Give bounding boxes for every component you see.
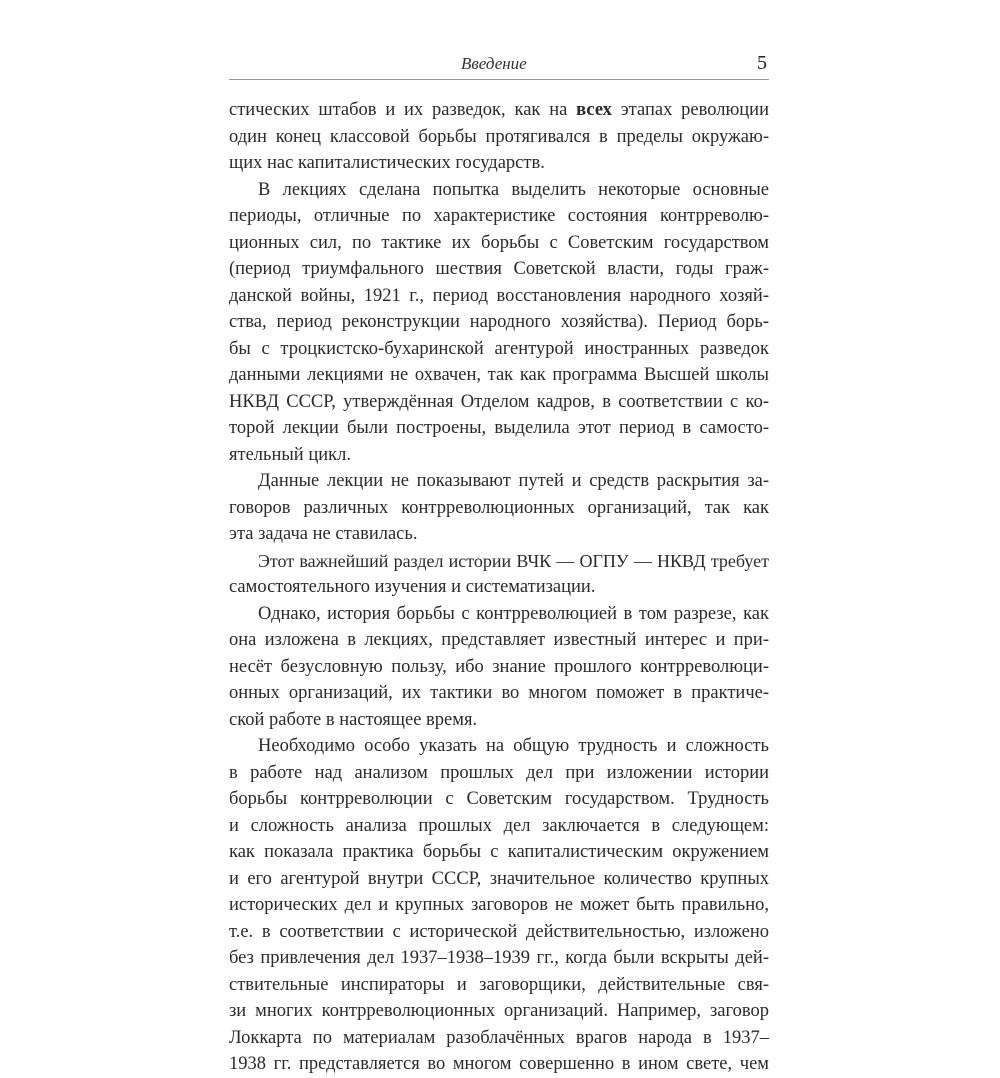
text-line: торой лекции были построены, выделила этот период в самосто- bbox=[229, 418, 769, 438]
text-line: ствительные инспираторы и заговорщики, действительные свя- bbox=[229, 974, 769, 995]
text-line: онных организаций, их тактики во многом поможет в практиче- bbox=[229, 683, 769, 703]
text-line: данными лекциями не охвачен, так как программа Высшей школы bbox=[229, 365, 769, 385]
text-line: ской работе в настоящее время. bbox=[229, 709, 478, 730]
text-line: как показала практика борьбы с капиталистическим окружением bbox=[229, 842, 769, 862]
text-line: т.е. в соответствии с исторической действительностью, изложено bbox=[229, 921, 769, 942]
text-line: зи многих контрреволюционных организаций. Например, заговор bbox=[229, 1001, 769, 1021]
text-line: один конец классовой борьбы протягивался в пределы окружаю- bbox=[229, 126, 769, 147]
text-line: Однако, история борьбы с контрреволюцией в том разрезе, как bbox=[258, 603, 769, 624]
text-line: щих нас капиталистических государств. bbox=[229, 153, 545, 173]
header-rule bbox=[229, 79, 769, 80]
emphasized-word: всех bbox=[576, 100, 612, 120]
text-line: данской войны, 1921 г., период восстановления народного хозяй- bbox=[229, 285, 769, 306]
text-line: в работе над анализом прошлых дел при изложении истории bbox=[229, 762, 769, 783]
page-number: 5 bbox=[757, 52, 767, 74]
text-line: периоды, отличные по характеристике состояния контрреволю- bbox=[229, 206, 769, 226]
text-line: и сложность анализа прошлых дел заключается в следующем: bbox=[229, 815, 769, 836]
text-line: стических штабов и их разведок, как на всех этапах революции bbox=[229, 100, 769, 120]
text-line: 1938 гг. представляется во многом совершенно в ином свете, чем bbox=[229, 1054, 769, 1074]
text-line: борьбы контрреволюции с Советским государством. Трудность bbox=[229, 789, 769, 809]
text-line: она изложена в лекциях, представляет известный интерес и при- bbox=[229, 630, 769, 650]
text-line: говоров различных контрреволюционных организаций, так как bbox=[229, 497, 769, 518]
text-line: Локкарта по материалам разоблачённых врагов народа в 1937– bbox=[229, 1027, 769, 1048]
text-line: ства, период реконструкции народного хозяйства). Период борь- bbox=[229, 312, 769, 332]
text-line: Этот важнейший раздел истории ВЧК — ОГПУ — НКВД требует bbox=[258, 550, 769, 571]
body-text bbox=[229, 97, 769, 1078]
text-line: В лекциях сделана попытка выделить некоторые основные bbox=[258, 179, 769, 200]
text-line: несёт безусловную пользу, ибо знание прошлого контрреволюци- bbox=[229, 656, 769, 677]
text-line: ятельный цикл. bbox=[229, 444, 351, 465]
running-header-title: Введение bbox=[461, 54, 527, 73]
text-line: исторических дел и крупных заговоров не может быть правильно, bbox=[229, 895, 769, 915]
text-line: эта задача не ставилась. bbox=[229, 524, 418, 544]
text-line: Данные лекции не показывают путей и средств раскрытия за- bbox=[258, 471, 769, 491]
text-line: (период триумфального шествия Советской власти, годы граж- bbox=[229, 259, 769, 279]
text-line: самостоятельного изучения и систематизации. bbox=[229, 577, 596, 597]
text-line: Необходимо особо указать на общую трудность и сложность bbox=[258, 736, 769, 756]
text-line: НКВД СССР, утверждённая Отделом кадров, в соответствии с ко- bbox=[229, 391, 769, 412]
text-line: и его агентурой внутри СССР, значительное количество крупных bbox=[229, 868, 769, 889]
text-line: бы с троцкистско-бухаринской агентурой иностранных разведок bbox=[229, 338, 769, 359]
text-line: без привлечения дел 1937–1938–1939 гг., когда были вскрыты дей- bbox=[229, 948, 769, 968]
text-line: ционных сил, по тактике их борьбы с Советским государством bbox=[229, 232, 769, 253]
running-header bbox=[229, 52, 769, 76]
